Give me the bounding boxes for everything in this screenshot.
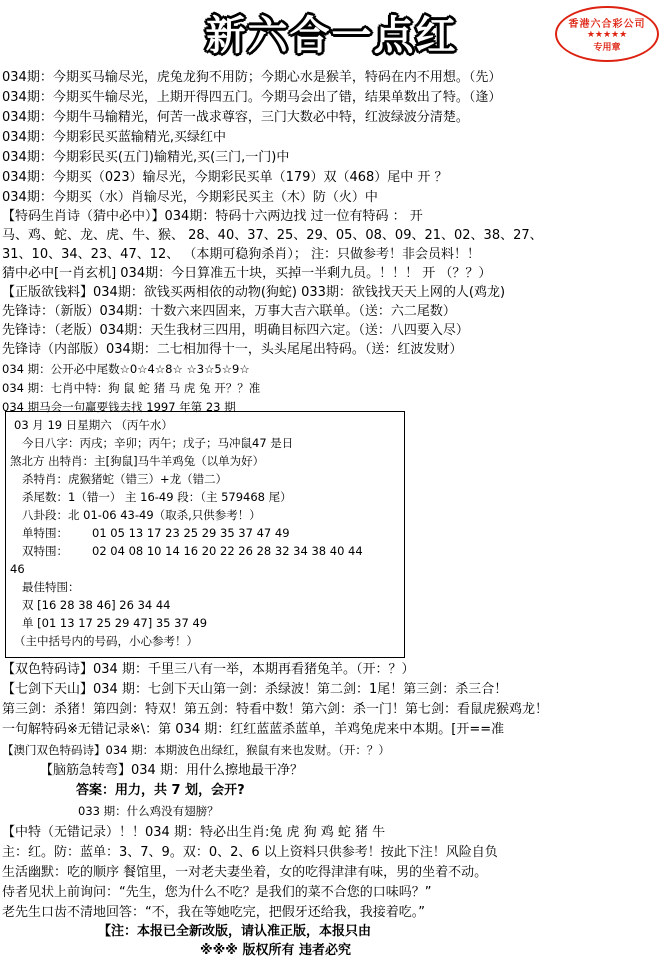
text-line: 034期：今期彩民买蓝输精光,买绿红中 — [2, 130, 226, 145]
text-line: 先锋诗：（新版）034期：十数六来四固来，万事大吉六联单。（送：六二尾数） — [2, 304, 456, 319]
text-line: 【特码生肖诗（猜中必中）】034期：特码十六两边找 过一位有特码 ： 开 — [2, 209, 423, 224]
text-line: 一句解特码※无错记录※\：第 034 期：红红蓝蓝杀蓝单，羊鸡兔虎来中本期。[开==准 — [2, 722, 505, 737]
copyright-notice: ※※※ 版权所有 违者必究 — [200, 943, 351, 958]
box-even-tail: 46 — [10, 562, 25, 576]
riddle-question: 【脑筋急转弯】034 期：用什么擦地最干净？ — [40, 763, 303, 778]
seal-subtitle: 专用章 — [593, 43, 621, 53]
box-even-numbers: 02 04 08 10 14 16 20 22 26 28 32 34 38 40 44 — [92, 544, 363, 558]
footer-notice: 【注：本报已全新改版，请认准正版，本报只由 — [98, 924, 372, 939]
text-line: 主：红。防：蓝单：3、7、9。双：0、2、6 以上资料只供参考！按此下注！风险自负 — [2, 845, 498, 860]
forecast-box — [5, 411, 405, 658]
company-seal-stamp — [555, 6, 659, 62]
box-best-odd: 单 [01 13 17 25 29 47] 35 37 49 — [22, 616, 208, 630]
seal-name: 香港六合彩公司 — [568, 19, 646, 30]
riddle-answer: 答案：用力，共 7 划，会开? — [76, 783, 245, 798]
text-line: 【正版欲钱料】034期：欲钱买两相依的动物(狗蛇) 033期：欲钱找天天上网的人(鸡龙) — [2, 285, 506, 300]
text-line: 034期：今期买（023）输尽光，今期彩民买单（179）双（468）尾中 开 ？ — [2, 170, 448, 185]
box-kill-zodiac: 杀特肖：虎猴猪蛇（错三）+龙（错二） — [22, 472, 228, 486]
text-line: 老先生口齿不清地回答：“不，我在等她吃完，把假牙还给我，我接着吃。” — [2, 905, 425, 920]
text-line: 生活幽默：吃的顺序 餐馆里，一对老夫妻坐着，女的吃得津津有味，男的坐着不动。 — [2, 865, 488, 880]
box-note: （主中括号内的号码，小心参考！） — [14, 634, 198, 648]
text-line: 034 期马会一句赢要钱去找 1997 年第 23 期 — [2, 400, 236, 414]
box-bazi: 今日八字：丙戌；辛卯；丙午；戊子；马冲鼠47 是日 — [22, 436, 294, 450]
text-line: 侍者见状上前询问：“先生，您为什么不吃？是我们的菜不合您的口味吗？” — [2, 885, 432, 900]
riddle-question-next: 033 期：什么鸡没有翅膀？ — [78, 804, 219, 818]
seal-stars: ★★★★★ — [586, 30, 628, 40]
text-line: 先锋诗（内部版）034期：二七相加得十一，头头尾尾出特码。（送：红波发财） — [2, 342, 463, 357]
text-line: 猜中必中[一肖玄机] 034期：今日算准五十块，买掉一半剩九员。！！！ 开 （？？） — [2, 266, 492, 281]
box-direction: 煞北方 出特肖：主[狗鼠]马牛羊鸡兔（以单为好） — [10, 454, 265, 468]
box-kill-tail: 杀尾数：1（错一） 主 16-49 段：（主 579468 尾） — [22, 490, 292, 504]
text-line: 034期：今期牛马输精光，何苦一战求尊容，三门大数必中特，红波绿波分清楚。 — [2, 110, 469, 125]
box-best-even: 双 [16 28 38 46] 26 34 44 — [22, 598, 171, 612]
text-line: 034期：今期买（水）肖输尽光，今期彩民买主（木）防（火）中 — [2, 190, 378, 205]
box-bagua: 八卦段：北 01-06 43-49（取杀,只供参考！） — [22, 508, 261, 522]
text-line: 先锋诗：（老版）034期：天生我材三四用，明确目标四六定。（送：八四要入尽） — [2, 323, 469, 338]
text-line: 034 期：七肖中特：狗 鼠 蛇 猪 马 虎 兔 开？？准 — [2, 381, 261, 395]
text-line: 034期：今期买牛输尽光，上期开得四五门。今期马会出了错，结果单数出了特。（逢） — [2, 90, 502, 105]
text-line: 034 期：公开必中尾数☆0☆4☆8☆ ☆3☆5☆9☆ — [2, 362, 250, 376]
text-line: 【双色特码诗】034 期：千里三八有一举，本期再看猪兔羊。（开：？） — [2, 662, 415, 677]
text-line: 【中特（无错记录）！！034 期：特必出生肖:兔 虎 狗 鸡 蛇 猪 牛 — [2, 825, 386, 840]
box-odd-label: 单特围： — [22, 526, 68, 540]
box-odd-numbers: 01 05 13 17 23 25 29 35 37 47 49 — [92, 526, 290, 540]
text-line: 034期：今期买马输尽光，虎兔龙狗不用防；今期心水是猴羊，特码在内不用想。（先） — [2, 70, 502, 85]
text-line: 034期：今期彩民买(五门)输精光,买(三门,一门)中 — [2, 150, 290, 165]
page-title: 新六合一点红 — [205, 13, 458, 59]
box-even-label: 双特围： — [22, 544, 68, 558]
text-line: 马、鸡、蛇、龙、虎、牛、猴、 28、40、37、25、29、05、08、09、21、02、38、27、 — [2, 228, 543, 243]
text-line: 【澳门双色特码诗】034 期：本期波色出绿红，猴鼠有来也发财。（开：？） — [2, 743, 390, 757]
box-date: 03 月 19 日星期六 （丙午水） — [14, 418, 173, 432]
text-line: 31、10、34、23、47、12、 （本期可稳狗杀肖）； 注：只做参考！非会员料！！ — [2, 247, 481, 262]
text-line: 第三剑：杀猪！第四剑：特双！第五剑：特看中数！第六剑：杀一门！第七剑：看鼠虎猴鸡龙！ — [2, 702, 549, 717]
box-best-label: 最佳特围： — [22, 580, 80, 594]
text-line: 【七剑下天山】034 期：七剑下天山第一剑：杀绿波！第二剑：1尾！第三剑：杀三合！ — [2, 682, 508, 697]
